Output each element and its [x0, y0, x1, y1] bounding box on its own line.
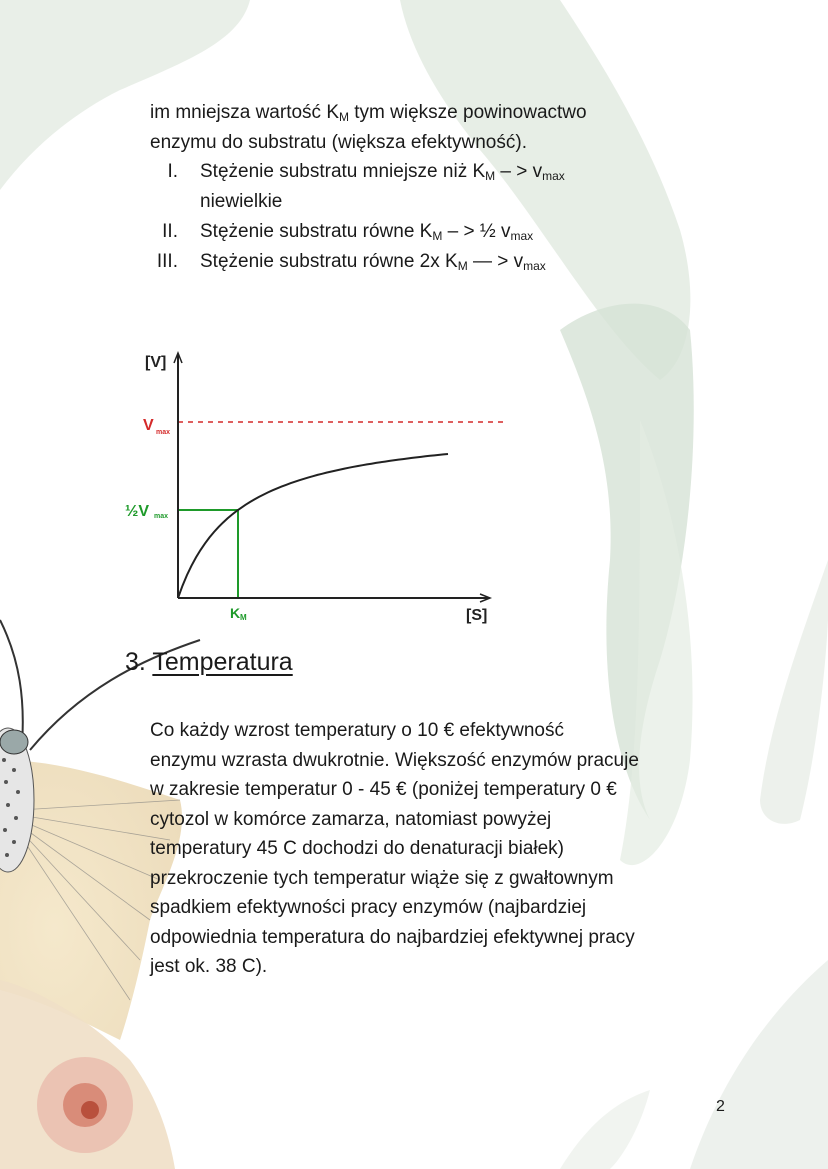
section-heading [125, 646, 293, 678]
chart-svg [125, 337, 530, 627]
section-number: 3. [125, 648, 146, 676]
subscript: M [432, 229, 443, 243]
paragraph-line: Co każdy wzrost temperatury o 10 € efektywność [150, 720, 564, 741]
subscript: max [542, 169, 565, 183]
list-number: II. [162, 221, 178, 242]
michaelis-menten-chart [125, 337, 530, 627]
subscript: M [485, 169, 496, 183]
vmax-label-subscript: max [156, 429, 171, 436]
list-item [140, 157, 700, 217]
list-text: — > v [467, 251, 524, 272]
list-item [140, 247, 700, 277]
y-axis-label: [V] [145, 354, 167, 371]
half-vmax-label-subscript: max [154, 513, 169, 520]
paragraph-line: przekroczenie tych temperatur wiąże się z gwałtownym [150, 867, 614, 889]
list-text: Stężenie substratu równe 2x K [200, 251, 458, 272]
intro-text: im mniejsza wartość K [150, 102, 339, 123]
intro-paragraph [150, 98, 710, 158]
km-label-subscript: M [240, 613, 247, 622]
substrate-concentration-list [140, 157, 700, 277]
michaelis-menten-curve [178, 454, 448, 598]
intro-line: enzymu do substratu (większa efektywność). [150, 132, 527, 153]
paragraph-line: w zakresie temperatur 0 - 45 € (poniżej temperatury 0 € [150, 779, 617, 800]
leaf-shape [760, 560, 828, 824]
paragraph-line: odpowiednia temperatura do najbardziej efektywnej pracy [150, 926, 635, 948]
butterfly-antenna [0, 620, 23, 745]
butterfly-eyespot [81, 1101, 99, 1119]
list-item [140, 217, 700, 247]
x-axis-label: [S] [466, 607, 488, 624]
page-number: 2 [716, 1098, 725, 1115]
intro-line [150, 98, 710, 128]
list-text: – > v [495, 161, 543, 182]
leaf-shape [560, 1090, 650, 1169]
list-text: Stężenie substratu równe K [200, 221, 433, 242]
km-subscript: M [339, 110, 349, 124]
paragraph-line: temperatury 45 C dochodzi do denaturacji białek) [150, 838, 565, 859]
list-number: I. [167, 161, 178, 182]
butterfly-eye [0, 730, 28, 754]
leaf-shape [690, 960, 828, 1169]
paragraph-line: cytozol w komórce zamarza, natomiast powyżej [150, 808, 552, 830]
half-vmax-label: ½V [125, 503, 150, 520]
paragraph-line: enzymu wzrasta dwukrotnie. Większość enzymów pracuje [150, 749, 639, 771]
list-text: Stężenie substratu mniejsze niż K [200, 161, 486, 182]
intro-text: tym większe powinowactwo [349, 102, 587, 123]
list-number: III. [156, 251, 178, 272]
list-text-continuation: niewielkie [200, 191, 283, 212]
paragraph-line: spadkiem efektywności pracy enzymów (najbardziej [150, 897, 587, 918]
temperature-paragraph [150, 716, 730, 982]
section-title: Temperatura [152, 648, 293, 676]
vmax-label: V [143, 417, 154, 434]
km-label: K [230, 605, 241, 621]
subscript: M [457, 259, 468, 273]
paragraph-line: jest ok. 38 C). [150, 956, 268, 977]
subscript: max [523, 259, 546, 273]
list-text: – > ½ v [442, 221, 511, 242]
subscript: max [510, 229, 534, 243]
